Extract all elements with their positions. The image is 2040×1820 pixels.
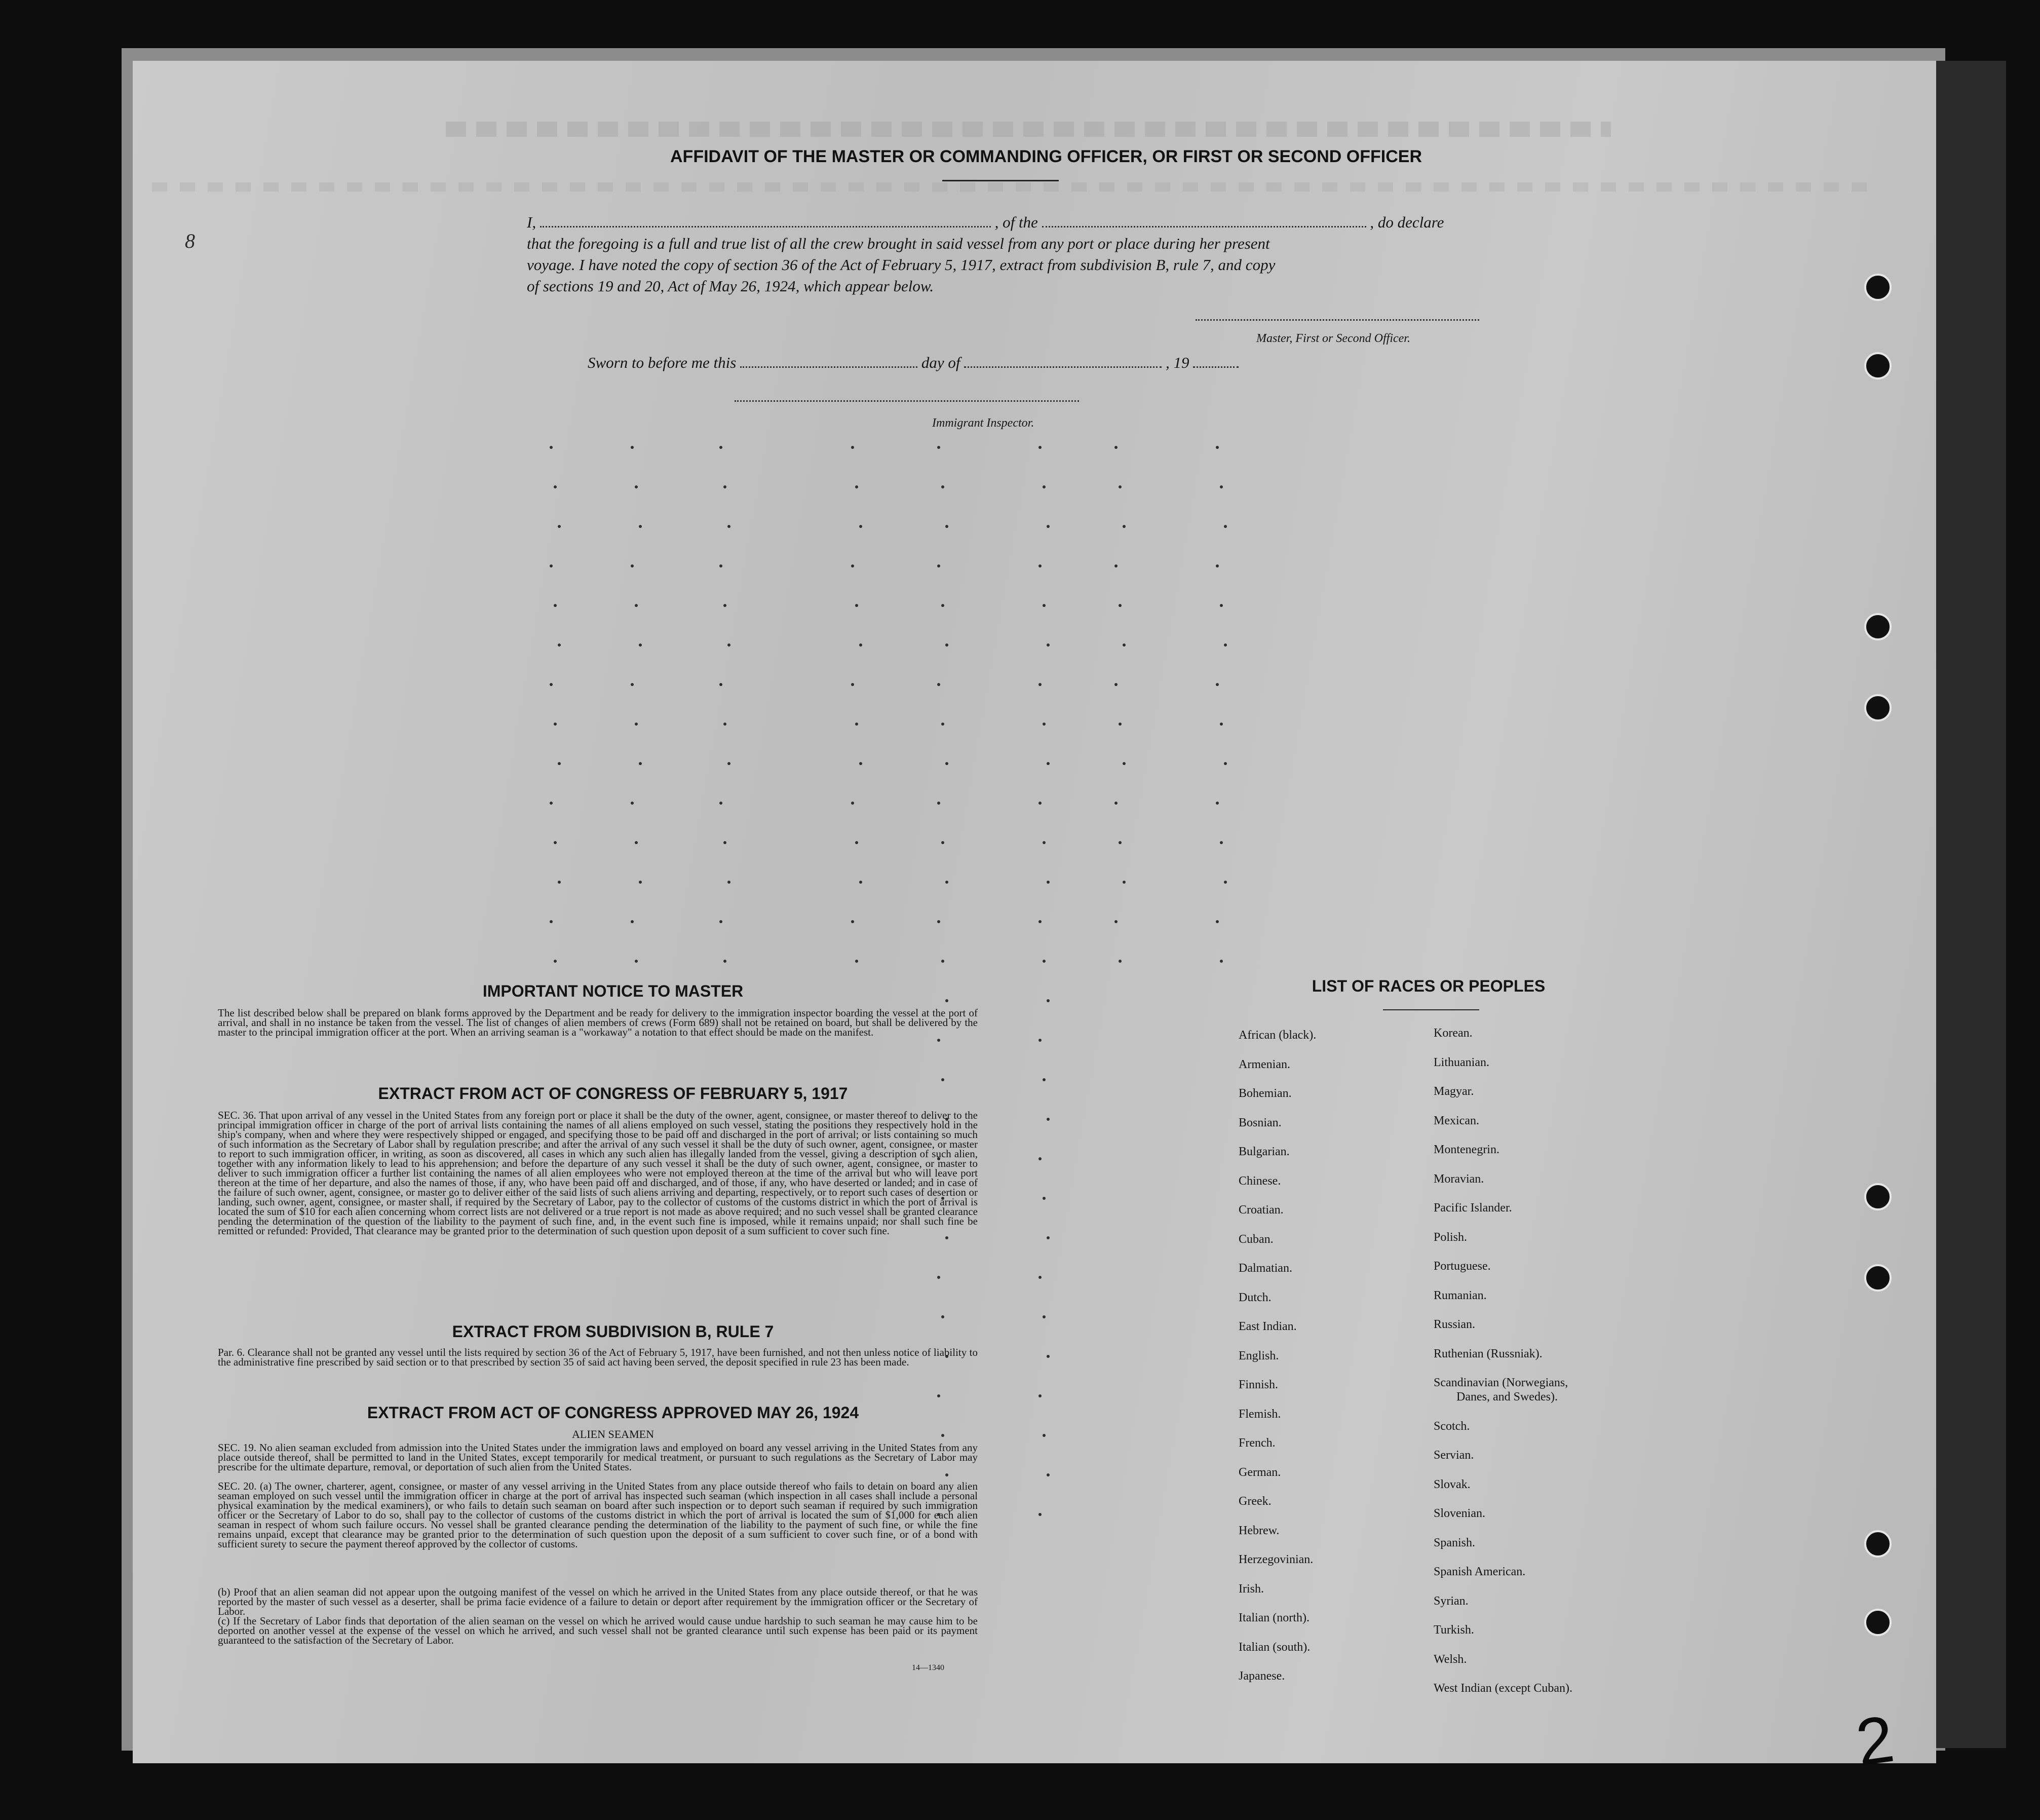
- column-dot: [550, 802, 553, 805]
- extract-1924-title: EXTRACT FROM ACT OF CONGRESS APPROVED MAY 26, 1924: [367, 1404, 859, 1422]
- column-dot: [937, 1394, 940, 1397]
- column-dot: [937, 802, 940, 805]
- column-dot: [1224, 643, 1227, 647]
- column-dot: [1047, 1473, 1050, 1476]
- column-dot: [851, 920, 854, 923]
- race-entry: Croatian.: [1239, 1203, 1284, 1217]
- extract-1917-title: EXTRACT FROM ACT OF CONGRESS OF FEBRUARY 5, 1917: [378, 1084, 848, 1103]
- sworn-day-blank[interactable]: [740, 356, 917, 368]
- race-entry: Scandinavian (Norwegians,: [1434, 1376, 1568, 1389]
- race-entry: Japanese.: [1239, 1670, 1285, 1683]
- vessel-blank[interactable]: [1042, 216, 1366, 228]
- sec-20b: (b) Proof that an alien seaman did not appear upon the outgoing manifest of the vessel on which he arrived in the United States from any place outside thereof, or that he was reported by the master of such vessel as a deserter, shall be prima facie evidence of a failure to detain or deport after requirement by the immigration officer or the Secretary of Labor.: [218, 1586, 978, 1617]
- column-dot: [1224, 881, 1227, 884]
- column-dot: [639, 525, 642, 528]
- column-dot: [1038, 1157, 1042, 1160]
- inspector-signature-line[interactable]: [735, 400, 1079, 402]
- column-dot: [855, 960, 858, 963]
- bleed-through: [446, 122, 1611, 137]
- affidavit-declare: , do declare: [1370, 213, 1444, 231]
- column-dot: [1047, 1355, 1050, 1358]
- race-entry: Syrian.: [1434, 1595, 1469, 1608]
- column-dot: [631, 564, 634, 567]
- alien-seamen-subtitle: ALIEN SEAMEN: [572, 1428, 654, 1440]
- column-dot: [635, 723, 638, 726]
- column-dot: [1114, 683, 1118, 686]
- column-dot: [1119, 723, 1122, 726]
- column-dot: [851, 802, 854, 805]
- race-entry: West Indian (except Cuban).: [1434, 1682, 1572, 1695]
- race-entry: Armenian.: [1239, 1058, 1290, 1071]
- column-dot: [851, 446, 854, 449]
- column-dot: [937, 920, 940, 923]
- race-entry: Polish.: [1434, 1231, 1468, 1244]
- column-dot: [941, 604, 944, 607]
- column-dot: [1123, 643, 1126, 647]
- column-dot: [1043, 604, 1046, 607]
- punch-hole: [1864, 694, 1892, 722]
- column-dot: [1047, 643, 1050, 647]
- column-dot: [1038, 1513, 1042, 1516]
- column-dot: [1123, 525, 1126, 528]
- race-entry: Chinese.: [1239, 1174, 1281, 1188]
- column-dot: [719, 564, 722, 567]
- column-dot: [1119, 960, 1122, 963]
- column-dot: [1043, 960, 1046, 963]
- column-dot: [859, 881, 862, 884]
- extract-1917-body: SEC. 36. That upon arrival of any vessel in the United States from any foreign port or place it shall be the duty of the owner, agent, consignee, or master thereof to deliver to the principal immigration officer in charge of the port of arrival lists containing the names of all aliens employed on such vessel, stating the positions they respectively hold in the ship's company, when and where they were respectively shipped or engaged, and specifying those to be paid off and discharged in the port of arrival; or lists containing so much of such information as the Secretary of Labor shall by regulation prescribe; and after the arrival of any such vessel it shall be the duty of such owner, agent, consignee, or master to report to such immigration officer, in writing, as soon as discovered, all cases in which any such alien has illegally landed from the vessel, giving a description of such alien, together with any information likely to lead to his apprehension; and before the departure of any such vessel it shall be the duty of such owner, agent, consignee, or master to deliver to such immigration officer a further list containing the names of all alien employees who were not employed thereon at the time of the arrival but who will leave port thereon at the time of her departure, and also the names of those, if any, who have been paid off and discharged, and of those, if any, who have deserted or landed; and in case of the failure of such owner, agent, consignee, or master go to deliver either of the said lists of such aliens arriving and departing, respectively, or to report such cases of desertion or landing, such owner, agent, consignee, or master shall, if required by the Secretary of Labor, pay to the collector of customs of the customs district in which the port of arrival is located the sum of $10 for each alien concerning whom correct lists are not delivered or a true report is not made as above required; and no such vessel shall be granted clearance pending the determination of the question of the liability to the payment of such fine, and, in the event such fine is imposed, while it remains unpaid; nor shall such fine be remitted or refunded: Provided, That clearance may be granted prior to the determination of such question upon deposit of a sum sufficient to cover such fine.: [218, 1109, 978, 1237]
- column-dot: [1220, 604, 1223, 607]
- column-dot: [941, 1315, 944, 1318]
- column-dot: [945, 1473, 948, 1476]
- column-dot: [1043, 485, 1046, 488]
- race-entry: Montenegrin.: [1434, 1143, 1499, 1156]
- year-text: , 19: [1165, 354, 1189, 371]
- column-dot: [1043, 1078, 1046, 1081]
- column-dot: [719, 920, 722, 923]
- race-entry: Ruthenian (Russniak).: [1434, 1347, 1543, 1360]
- column-dot: [1114, 802, 1118, 805]
- column-dot: [855, 604, 858, 607]
- punch-hole: [1864, 1183, 1892, 1210]
- column-dot: [1038, 446, 1042, 449]
- column-dot: [941, 841, 944, 844]
- column-dot: [859, 643, 862, 647]
- column-dot: [1047, 1118, 1050, 1121]
- column-dot: [1224, 525, 1227, 528]
- column-dot: [550, 564, 553, 567]
- bleed-through: [152, 182, 1874, 192]
- column-dot: [1043, 723, 1046, 726]
- column-dot: [1038, 920, 1042, 923]
- sworn-line: [588, 352, 1239, 373]
- column-dot: [937, 1276, 940, 1279]
- column-dot: [945, 643, 948, 647]
- race-entry: Italian (north).: [1239, 1611, 1310, 1624]
- column-dot: [723, 485, 726, 488]
- race-entry: Irish.: [1239, 1582, 1264, 1596]
- column-dot: [723, 723, 726, 726]
- column-dot: [1047, 1236, 1050, 1239]
- column-dot: [635, 841, 638, 844]
- column-dot: [859, 762, 862, 765]
- column-dot: [945, 881, 948, 884]
- column-dot: [937, 446, 940, 449]
- race-entry: Scotch.: [1434, 1420, 1470, 1433]
- race-entry: Servian.: [1434, 1449, 1474, 1462]
- column-dot: [937, 1039, 940, 1042]
- column-dot: [727, 643, 730, 647]
- column-dot: [554, 723, 557, 726]
- column-dot: [631, 683, 634, 686]
- column-dot: [554, 604, 557, 607]
- notice-title: IMPORTANT NOTICE TO MASTER: [482, 982, 744, 1000]
- race-entry: Herzegovinian.: [1239, 1553, 1314, 1566]
- column-dot: [550, 683, 553, 686]
- race-entry: French.: [1239, 1436, 1276, 1450]
- column-dot: [639, 643, 642, 647]
- column-dot: [719, 802, 722, 805]
- column-dot: [1216, 802, 1219, 805]
- column-dot: [631, 446, 634, 449]
- punch-hole: [1864, 352, 1892, 380]
- column-dot: [945, 1236, 948, 1239]
- divider: [942, 180, 1059, 181]
- races-title: LIST OF RACES OR PEOPLES: [1312, 977, 1546, 995]
- column-dot: [1038, 1276, 1042, 1279]
- column-dot: [855, 723, 858, 726]
- column-dot: [1043, 1315, 1046, 1318]
- column-dot: [639, 881, 642, 884]
- subdivision-title: EXTRACT FROM SUBDIVISION B, RULE 7: [452, 1322, 774, 1341]
- column-dot: [1038, 564, 1042, 567]
- race-entry: Danes, and Swedes).: [1456, 1390, 1558, 1404]
- column-dot: [1114, 564, 1118, 567]
- race-entry: Turkish.: [1434, 1623, 1474, 1637]
- column-dot: [1216, 920, 1219, 923]
- notice-body: The list described below shall be prepared on blank forms approved by the Department and be ready for delivery to the immigration inspector boarding the vessel at the port of arrival, and shall in no instance be taken from the vessel. The list of changes of alien members of crews (Form 689) shall not be retained on board, but shall be delivered by the master to the principal immigration officer at the port. When an arriving seaman is a "workaway" a notation to that effect should be made on the manifest.: [218, 1007, 978, 1038]
- column-dot: [727, 881, 730, 884]
- master-signature-line[interactable]: [1196, 319, 1479, 321]
- column-dot: [1043, 1434, 1046, 1437]
- column-dot: [554, 841, 557, 844]
- race-entry: Hebrew.: [1239, 1524, 1280, 1537]
- column-dot: [723, 960, 726, 963]
- race-entry: English.: [1239, 1349, 1279, 1362]
- column-dot: [1123, 762, 1126, 765]
- sworn-year-blank[interactable]: [1193, 356, 1239, 368]
- race-entry: Italian (south).: [1239, 1641, 1311, 1654]
- affidavit-line-1: [527, 212, 1444, 233]
- race-entry: Dalmatian.: [1239, 1262, 1292, 1275]
- handwritten-page-number: 2: [1852, 1701, 1899, 1780]
- affidavit-title: AFFIDAVIT OF THE MASTER OR COMMANDING OFFICER, OR FIRST OR SECOND OFFICER: [670, 147, 1422, 166]
- column-dot: [945, 762, 948, 765]
- sworn-text: Sworn to before me this: [588, 354, 737, 371]
- race-entry: Mexican.: [1434, 1114, 1479, 1127]
- column-dot: [941, 1078, 944, 1081]
- column-dot: [941, 723, 944, 726]
- race-entry: Korean.: [1434, 1027, 1473, 1040]
- race-entry: Pacific Islander.: [1434, 1201, 1512, 1215]
- race-entry: Greek.: [1239, 1495, 1272, 1508]
- column-dot: [1216, 683, 1219, 686]
- column-dot: [1114, 446, 1118, 449]
- column-dot: [635, 485, 638, 488]
- column-dot: [554, 485, 557, 488]
- race-entry: Flemish.: [1239, 1408, 1281, 1421]
- column-dot: [1047, 525, 1050, 528]
- column-dot: [550, 446, 553, 449]
- column-dot: [1216, 446, 1219, 449]
- column-dot: [937, 683, 940, 686]
- race-entry: Welsh.: [1434, 1653, 1467, 1666]
- race-entry: Cuban.: [1239, 1233, 1274, 1246]
- column-dot: [558, 525, 561, 528]
- column-dot: [727, 762, 730, 765]
- sec-19: SEC. 19. No alien seaman excluded from admission into the United States under the immigration laws and employed on board any vessel arriving in the United States from any place outside thereof, shall be permitted to land in the United States, except temporarily for medical treatment, or pursuant to such regulations as the Secretary of Labor may prescribe for the ultimate departure, removal, or deportation of such alien from the United States.: [218, 1442, 978, 1473]
- race-entry: Moravian.: [1434, 1172, 1484, 1186]
- column-dot: [1216, 564, 1219, 567]
- punch-hole: [1864, 1609, 1892, 1636]
- column-dot: [1220, 841, 1223, 844]
- column-dot: [1220, 485, 1223, 488]
- name-blank[interactable]: [540, 216, 991, 228]
- race-entry: Bulgarian.: [1239, 1145, 1290, 1158]
- column-dot: [631, 802, 634, 805]
- column-dot: [1119, 485, 1122, 488]
- column-dot: [855, 485, 858, 488]
- master-label: Master, First or Second Officer.: [1256, 332, 1410, 345]
- margin-mark: 8: [185, 230, 195, 252]
- column-dot: [1119, 604, 1122, 607]
- column-dot: [937, 564, 940, 567]
- race-entry: Lithuanian.: [1434, 1056, 1489, 1069]
- affidavit-i: I,: [527, 213, 536, 231]
- race-entry: Rumanian.: [1434, 1289, 1487, 1302]
- column-dot: [719, 683, 722, 686]
- column-dot: [1047, 762, 1050, 765]
- column-dot: [719, 446, 722, 449]
- race-entry: Portuguese.: [1434, 1260, 1491, 1273]
- race-entry: African (black).: [1239, 1029, 1317, 1042]
- column-dot: [941, 485, 944, 488]
- column-dot: [1043, 1197, 1046, 1200]
- race-entry: Spanish American.: [1434, 1565, 1526, 1578]
- punch-hole: [1864, 274, 1892, 301]
- column-dot: [635, 604, 638, 607]
- day-of-text: day of: [921, 354, 960, 371]
- column-dot: [631, 920, 634, 923]
- affidavit-line-2: that the foregoing is a full and true list of all the crew brought in said vessel from any port or place during her present: [527, 235, 1270, 252]
- race-entry: Russian.: [1434, 1318, 1476, 1331]
- race-entry: Dutch.: [1239, 1291, 1272, 1304]
- column-dot: [1047, 999, 1050, 1002]
- race-entry: East Indian.: [1239, 1320, 1297, 1333]
- sec-20a: SEC. 20. (a) The owner, charterer, agent, consignee, or master of any vessel arriving in the United States from any place outside thereof who fails to detain on board any alien seaman employed on such vessel until the immigration officer in charge at the port of arrival has inspected such seaman (which inspection in all cases shall include a personal physical examination by the medical examiners), or who fails to detain such seaman on board after such inspection or to deport such seaman if required by such immigration officer or the Secretary of Labor to do so, shall pay to the collector of customs of the customs district in which the port of arrival is located the sum of $1,000 for each alien seaman in respect of whom such failure occurs. No vessel shall be granted clearance pending the determination of the liability to the payment of such fine, or while the fine remains unpaid, except that clearance may be granted prior to the determination of such question upon the deposit of a sum sufficient to cover such fine, or of a bond with sufficient surety to secure the payment thereof approved by the collector of customs.: [218, 1480, 978, 1550]
- punch-hole: [1864, 1530, 1892, 1558]
- affidavit-line-3: voyage. I have noted the copy of section 36 of the Act of February 5, 1917, extract from subdivision B, rule 7, and copy: [527, 256, 1276, 274]
- race-entry: Slovak.: [1434, 1478, 1471, 1491]
- column-dot: [558, 881, 561, 884]
- column-dot: [1224, 762, 1227, 765]
- column-dot: [1220, 723, 1223, 726]
- subdivision-body: Par. 6. Clearance shall not be granted any vessel until the lists required by section 36 of the Act of February 5, 1917, have been furnished, and not then unless notice of liability to the administrative fine prescribed by said section or to that prescribed by section 35 of said act having been served, the deposit specified in rule 23 has been made.: [218, 1346, 978, 1368]
- column-dot: [1119, 841, 1122, 844]
- affidavit-line-4: of sections 19 and 20, Act of May 26, 1924, which appear below.: [527, 277, 934, 295]
- column-dot: [1123, 881, 1126, 884]
- column-dot: [1043, 841, 1046, 844]
- form-number: 14—1340: [912, 1663, 944, 1672]
- column-dot: [558, 762, 561, 765]
- column-dot: [723, 841, 726, 844]
- punch-hole: [1864, 613, 1892, 640]
- column-dot: [941, 960, 944, 963]
- column-dot: [851, 564, 854, 567]
- column-dot: [727, 525, 730, 528]
- race-entry: Bosnian.: [1239, 1116, 1282, 1129]
- affidavit-of: , of the: [994, 213, 1038, 231]
- column-dot: [1038, 683, 1042, 686]
- column-dot: [945, 525, 948, 528]
- column-dot: [639, 762, 642, 765]
- column-dot: [1038, 1039, 1042, 1042]
- column-dot: [1038, 802, 1042, 805]
- sec-20c: (c) If the Secretary of Labor finds that deportation of the alien seaman on the vessel on which he arrived would cause undue hardship to such seaman he may cause him to be deported on another vessel at the expense of the vessel on which he arrived, and such vessel shall not be granted clearance until such expense has been paid or its payment guaranteed to the satisfaction of the Secretary of Labor.: [218, 1615, 978, 1646]
- column-dot: [1038, 1394, 1042, 1397]
- punch-hole: [1864, 1264, 1892, 1292]
- column-dot: [1114, 920, 1118, 923]
- race-entry: Bohemian.: [1239, 1087, 1292, 1100]
- race-entry: German.: [1239, 1466, 1281, 1479]
- column-dot: [723, 604, 726, 607]
- race-entry: Finnish.: [1239, 1378, 1279, 1391]
- race-entry: Magyar.: [1434, 1085, 1474, 1098]
- column-dot: [550, 920, 553, 923]
- column-dot: [859, 525, 862, 528]
- sworn-month-blank[interactable]: [964, 356, 1162, 368]
- column-dot: [851, 683, 854, 686]
- column-dot: [635, 960, 638, 963]
- column-dot: [855, 841, 858, 844]
- column-dot: [1220, 960, 1223, 963]
- divider: [1383, 1009, 1479, 1010]
- column-dot: [1047, 881, 1050, 884]
- race-entry: Spanish.: [1434, 1536, 1476, 1549]
- inspector-label: Immigrant Inspector.: [932, 416, 1034, 430]
- column-dot: [558, 643, 561, 647]
- column-dot: [554, 960, 557, 963]
- race-entry: Slovenian.: [1434, 1507, 1485, 1520]
